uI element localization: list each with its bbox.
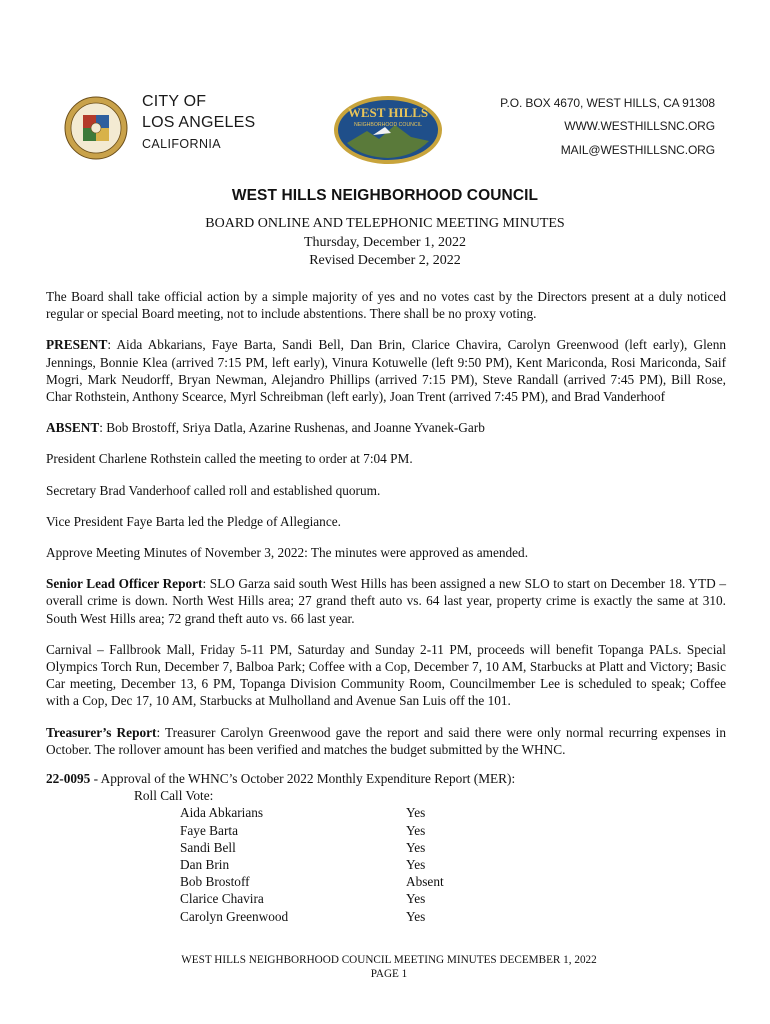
city-line-3: CALIFORNIA <box>142 136 222 151</box>
meeting-heading <box>0 215 770 271</box>
address-text: P.O. BOX 4670, WEST HILLS, CA 91308 <box>500 96 715 110</box>
motion-heading <box>46 770 726 787</box>
meeting-date: Thursday, December 1, 2022 <box>304 234 466 250</box>
city-line-2: LOS ANGELES <box>142 114 256 132</box>
motion-text: - Approval of the WHNC’s October 2022 Monthly Expenditure Report (MER): <box>90 771 516 787</box>
vote-value: Yes <box>406 908 426 924</box>
minutes-body <box>46 288 726 925</box>
whnc-logo <box>333 95 443 165</box>
vote-row <box>46 908 726 925</box>
present-paragraph <box>46 336 726 405</box>
vote-value: Absent <box>406 874 444 890</box>
pledge-paragraph: Vice President Faye Barta led the Pledge of Allegiance. <box>46 513 341 529</box>
logo-title-text: WEST HILLS <box>347 105 429 120</box>
present-label: PRESENT <box>46 337 108 353</box>
vote-value: Yes <box>406 857 426 873</box>
vote-value: Yes <box>406 891 426 907</box>
motion-number: 22-0095 <box>46 771 91 787</box>
vote-row <box>46 839 726 856</box>
vote-row <box>46 873 726 890</box>
vote-row <box>46 822 726 839</box>
voter-name: Aida Abkarians <box>180 805 264 821</box>
slo-paragraph <box>46 575 726 627</box>
absent-label: ABSENT <box>46 420 100 436</box>
voter-name: Sandi Bell <box>180 839 236 855</box>
vote-row <box>46 856 726 873</box>
call-to-order-paragraph: President Charlene Rothstein called the meeting to order at 7:04 PM. <box>46 451 413 467</box>
present-text: : Aida Abkarians, Faye Barta, Sandi Bell, Dan Brin, Clarice Chavira, Carolyn Greenwood (left early), Glenn Jennings, Bonnie Klea (arrived 7:15 PM, left early), Vinura Kotuwelle (left 9:50 PM), Kent Mariconda, Rosi Mariconda, Saif Mogri, Mark Neudorff, Bryan Newman, Alejandro Phillips (arrived 7:15 PM), Steve Randall (arrived 7:45 PM), Bill Rose, Char Rothstein, Anthony Scearce, Myrl Schreibman (left early), Joan Trent (arrived 7:45 PM), and Brad Vanderhoof <box>46 337 726 405</box>
motion-block <box>46 770 726 925</box>
website-text: WWW.WESTHILLSNC.ORG <box>564 119 715 134</box>
voter-name: Dan Brin <box>180 857 230 873</box>
slo-label: Senior Lead Officer Report <box>46 576 203 592</box>
treasurer-paragraph <box>46 724 726 758</box>
voter-name: Faye Barta <box>180 822 238 838</box>
council-title: WEST HILLS NEIGHBORHOOD COUNCIL <box>231 187 539 204</box>
voter-name: Bob Brostoff <box>180 874 250 890</box>
minutes-approval-paragraph: Approve Meeting Minutes of November 3, 2022: The minutes were approved as amended. <box>46 545 529 561</box>
roll-call-label: Roll Call Vote: <box>134 788 214 804</box>
absent-paragraph <box>46 419 726 436</box>
city-line-1: CITY OF <box>142 93 207 110</box>
meeting-subtitle: BOARD ONLINE AND TELEPHONIC MEETING MINUTES <box>205 216 565 231</box>
treasurer-text: : Treasurer Carolyn Greenwood gave the report and said there were only normal recurring expenses in October. The rollover amount has been verified and matches the budget submitted by the WHNC. <box>46 724 726 757</box>
vote-value: Yes <box>406 822 426 838</box>
roll-paragraph: Secretary Brad Vanderhoof called roll and established quorum. <box>46 482 381 498</box>
city-of-los-angeles-wordmark <box>142 93 255 151</box>
absent-text: : Bob Brostoff, Sriya Datla, Azarine Rushenas, and Joanne Yvanek-Garb <box>99 420 485 436</box>
voter-name: Clarice Chavira <box>180 891 264 907</box>
page-footer <box>0 953 770 981</box>
slo-text: : SLO Garza said south West Hills has been assigned a new SLO to start on December 18. YTD – overall crime is down. North West Hills area; 27 grand theft auto vs. 64 last year, property crime is exactly the same at 310. South West Hills area; 72 grand theft auto vs. 66 last year. <box>46 576 726 626</box>
events-paragraph: Carnival – Fallbrook Mall, Friday 5-11 PM, Saturday and Sunday 2-11 PM, proceeds will benefit Topanga PALs. Special Olympics Torch Run, December 7, Balboa Park; Coffee with a Cop, December 7, 10 AM, Starbucks at Platt and Victory; Basic Car meeting, December 13, 6 PM, Topanga Division Community Room, Councilmember Lee is scheduled to speak; Coffee with a Cop, Dec 17, 10 AM, Starbucks at Mulholland and Avenue San Luis off the 101. <box>46 641 726 709</box>
revised-date: Revised December 2, 2022 <box>309 253 461 268</box>
vote-value: Yes <box>406 839 426 855</box>
logo-subtitle-text: NEIGHBORHOOD COUNCIL <box>353 122 423 128</box>
email-text: MAIL@WESTHILLSNC.ORG <box>560 142 715 157</box>
treasurer-label: Treasurer’s Report <box>46 724 157 740</box>
page-number: PAGE 1 <box>370 968 408 980</box>
footer-title: WEST HILLS NEIGHBORHOOD COUNCIL MEETING MINUTES DECEMBER 1, 2022 <box>181 954 597 966</box>
city-seal-logo <box>64 96 128 160</box>
vote-row <box>46 890 726 907</box>
vote-row <box>46 804 726 821</box>
contact-block <box>500 92 715 162</box>
vote-value: Yes <box>406 805 426 821</box>
intro-paragraph: The Board shall take official action by a simple majority of yes and no votes cast by the Directors present at a duly noticed regular or special Board meeting, not to include abstentions. There shall be no proxy voting. <box>46 289 726 322</box>
voter-name: Carolyn Greenwood <box>180 908 289 924</box>
